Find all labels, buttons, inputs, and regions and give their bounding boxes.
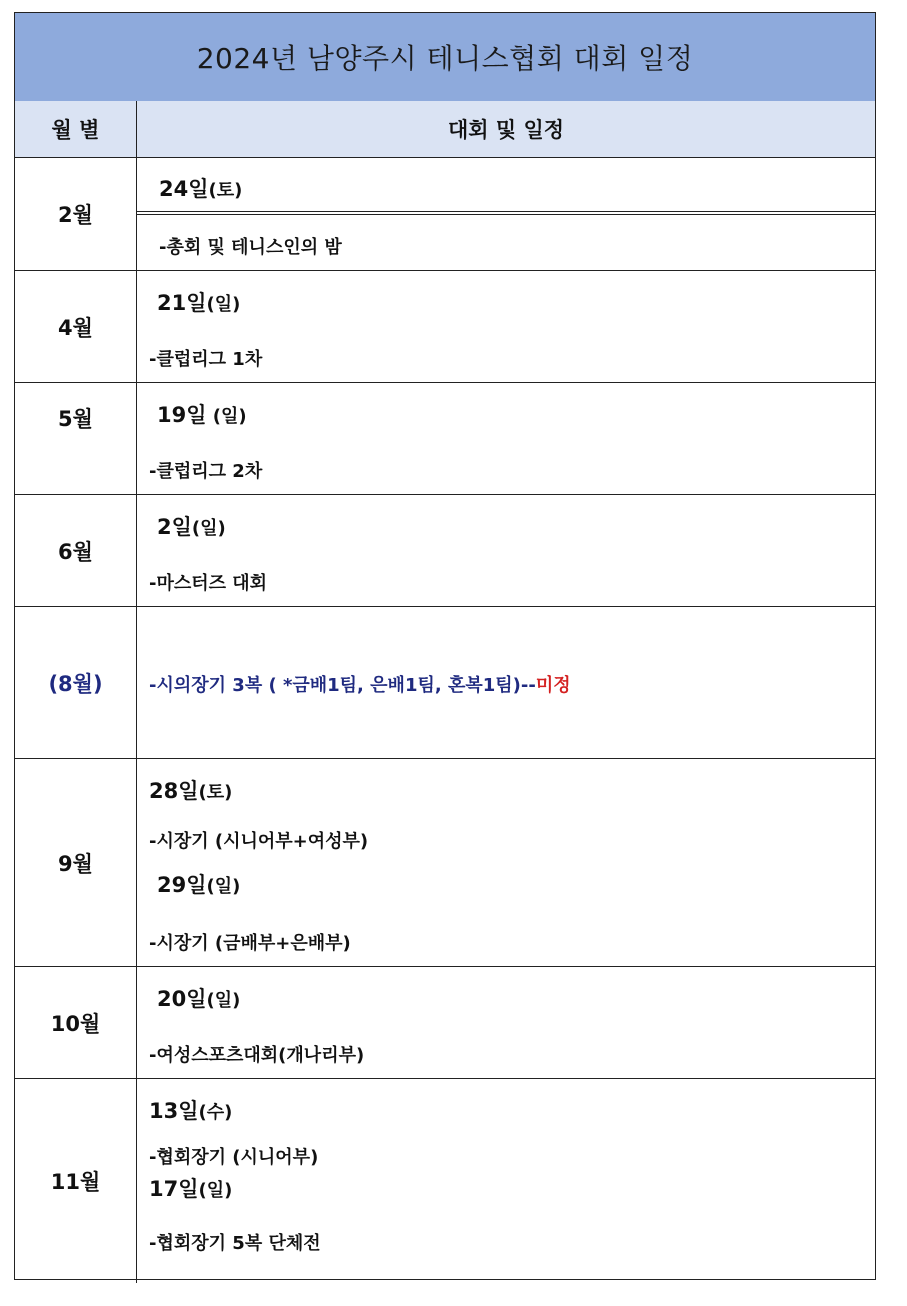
header-row: [15, 101, 875, 158]
event-date: 2일(일): [157, 515, 226, 539]
event-desc: -시장기 (금배부+은배부): [149, 933, 351, 954]
event-desc: -시의장기 3복 ( *금배1팀, 은배1팀, 혼복1팀)--미정: [149, 675, 571, 696]
event-desc: -마스터즈 대회: [149, 573, 268, 594]
event-date: 17일(일): [149, 1177, 233, 1201]
event-cell: [137, 1079, 875, 1283]
inner-divider: [137, 211, 875, 215]
event-desc: -시장기 (시니어부+여성부): [149, 831, 369, 852]
event-date: 13일(수): [149, 1099, 233, 1123]
event-cell: [137, 495, 875, 606]
event-date: 21일(일): [157, 291, 241, 315]
event-date: 20일(일): [157, 987, 241, 1011]
status-badge: 미정: [535, 675, 571, 696]
event-desc: -총회 및 테니스인의 밤: [159, 237, 342, 258]
event-desc: -클럽리그 1차: [149, 349, 263, 370]
event-desc: -협회장기 5복 단체전: [149, 1233, 321, 1254]
table-row: [15, 271, 875, 383]
month-cell: 5월: [15, 383, 137, 494]
table-row: [15, 607, 875, 759]
event-cell: [137, 383, 875, 494]
header-month: 월 별: [15, 101, 137, 157]
table-row: [15, 1079, 875, 1283]
month-cell: 10월: [15, 967, 137, 1078]
event-cell: [137, 157, 875, 270]
month-cell: 9월: [15, 759, 137, 966]
month-cell: 2월: [15, 157, 137, 270]
event-desc: -협회장기 (시니어부): [149, 1147, 319, 1168]
event-cell: [137, 271, 875, 382]
event-date: 28일(토): [149, 779, 233, 803]
event-date: 24일(토): [159, 177, 243, 201]
month-cell: (8월): [15, 607, 137, 758]
month-cell: 11월: [15, 1079, 137, 1283]
event-desc: -클럽리그 2차: [149, 461, 263, 482]
table-row: [15, 383, 875, 495]
event-date: 19일 (일): [157, 403, 247, 427]
schedule-table: [14, 12, 876, 1280]
table-title: 2024년 남양주시 테니스협회 대회 일정: [15, 13, 875, 102]
month-cell: 4월: [15, 271, 137, 382]
table-row: [15, 495, 875, 607]
event-cell: [137, 967, 875, 1078]
table-body: [15, 157, 875, 1283]
table-row: [15, 967, 875, 1079]
table-row: [15, 157, 875, 271]
header-event: 대회 및 일정: [447, 118, 565, 142]
event-cell: [137, 607, 875, 758]
event-date: 29일(일): [157, 873, 241, 897]
event-desc: -여성스포츠대회(개나리부): [149, 1045, 365, 1066]
month-cell: 6월: [15, 495, 137, 606]
event-cell: [137, 759, 875, 966]
table-row: [15, 759, 875, 967]
